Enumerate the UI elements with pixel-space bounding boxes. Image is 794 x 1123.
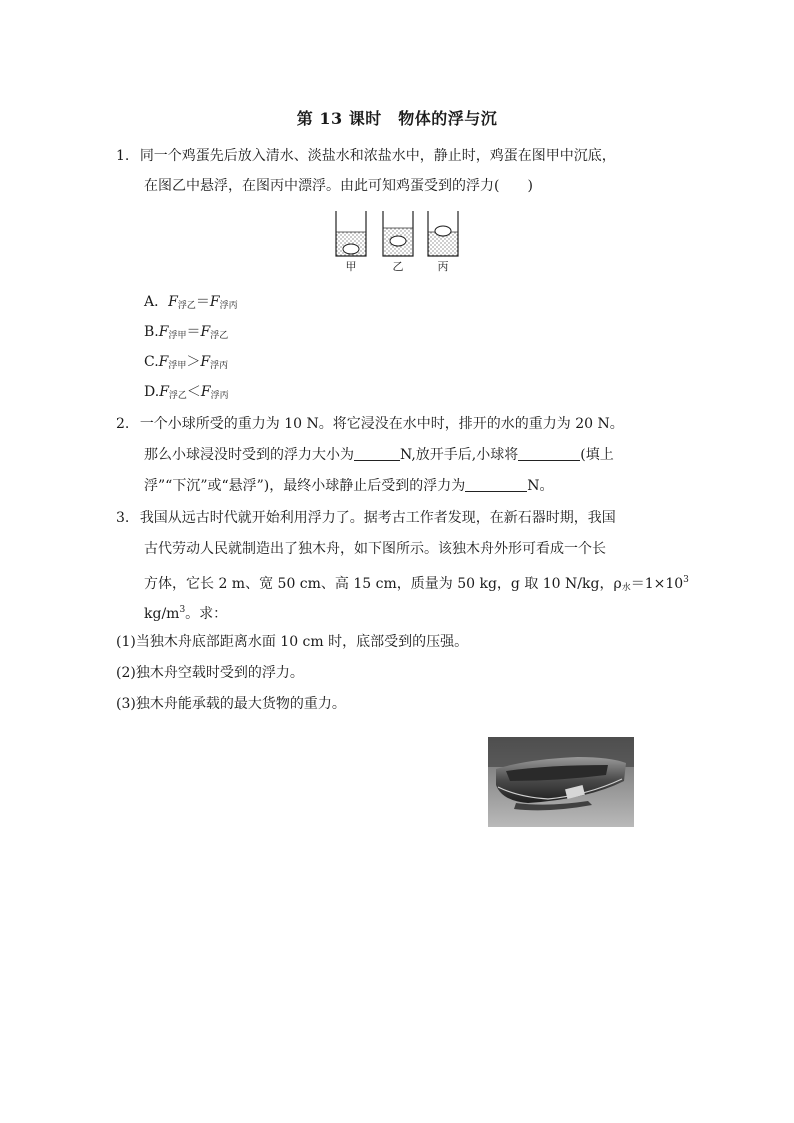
q3-line3 — [144, 570, 689, 598]
option-d-prefix: D. — [144, 384, 160, 400]
option-c-f: F — [158, 354, 169, 370]
q3-line2: 古代劳动人民就制造出了独木舟，如下图所示。该独木舟外形可看成一个长 — [144, 541, 606, 557]
option-c[interactable] — [144, 352, 228, 376]
q3-line3a: 方体，它长 2 m、宽 50 cm、高 15 cm，质量为 50 kg，g 取 10 N/kg，ρ — [144, 576, 622, 592]
q3-unit-exp: 3 — [179, 605, 186, 615]
q1-text-line1 — [116, 146, 616, 166]
q2-blank-motion[interactable] — [518, 446, 580, 461]
option-a-prefix: A． — [144, 294, 169, 310]
option-d-left-sub: 浮乙 — [168, 391, 187, 401]
egg-sunk — [343, 244, 359, 254]
q3-text-line1 — [116, 508, 616, 528]
beaker-jia — [336, 211, 366, 256]
q1-line2: 在图乙中悬浮，在图丙中漂浮。由此可知鸡蛋受到的浮力( ) — [144, 178, 533, 194]
q2-blank-final[interactable] — [465, 477, 527, 492]
option-c-f2: F — [200, 354, 211, 370]
option-a[interactable] — [144, 292, 238, 316]
option-a-f: F — [168, 294, 178, 310]
q1-number: 1. — [116, 148, 130, 164]
q3-sub2: (2)独木舟空载时受到的浮力。 — [116, 665, 304, 681]
option-c-op: ＞ — [186, 354, 201, 370]
q2-line3a: 浮”“下沉”或“悬浮”)，最终小球静止后受到的浮力为 — [144, 478, 466, 494]
q3-sub1: (1)当独木舟底部距离水面 10 cm 时，底部受到的压强。 — [116, 634, 469, 650]
fig-label-jia: 甲 — [345, 260, 357, 273]
q2-line2b: N,放开手后,小球将 — [400, 447, 519, 463]
q2-line2 — [144, 445, 614, 465]
q3-line1: 我国从远古时代就开始利用浮力了。据考古工作者发现，在新石器时期，我国 — [139, 510, 616, 526]
q2-text-line1 — [116, 414, 624, 434]
canoe-photo — [488, 737, 634, 827]
q2-line1: 一个小球所受的重力为 10 N。将它浸没在水中时，排开的水的重力为 20 N。 — [139, 416, 624, 432]
option-c-right-sub: 浮丙 — [210, 361, 229, 371]
egg-suspended — [390, 236, 406, 246]
option-b-f: F — [158, 324, 169, 340]
option-b-op: ＝ — [186, 324, 201, 340]
page-title: 第 13 课时 物体的浮与沉 — [296, 109, 498, 128]
beaker-bing — [428, 211, 458, 256]
beaker-yi — [383, 211, 413, 256]
option-a-left-sub: 浮乙 — [177, 301, 196, 311]
q1-line1: 同一个鸡蛋先后放入清水、淡盐水和浓盐水中，静止时，鸡蛋在图甲中沉底， — [139, 148, 616, 164]
q3-rho-sub: 水 — [621, 583, 631, 593]
option-a-op: ＝ — [195, 294, 210, 310]
option-d[interactable] — [144, 382, 229, 406]
q2-number: 2. — [116, 416, 130, 432]
q2-line3 — [144, 476, 554, 496]
q3-line4a: kg/m — [144, 606, 180, 622]
q2-line3b: N。 — [527, 478, 554, 494]
option-b-f2: F — [200, 324, 211, 340]
option-c-left-sub: 浮甲 — [168, 361, 187, 371]
option-b-left-sub: 浮甲 — [168, 331, 187, 341]
q3-line3b: ＝1×10 — [630, 576, 684, 592]
q2-line2a: 那么小球浸没时受到的浮力大小为 — [144, 447, 354, 463]
option-b[interactable] — [144, 322, 228, 346]
q3-line4 — [144, 600, 227, 624]
option-a-f2: F — [209, 294, 220, 310]
option-b-right-sub: 浮乙 — [210, 331, 229, 341]
q2-blank-buoyancy[interactable] — [354, 446, 400, 461]
q3-number: 3. — [116, 510, 130, 526]
option-d-f: F — [159, 384, 169, 400]
q2-line2c: (填上 — [580, 447, 614, 463]
option-b-prefix: B. — [144, 324, 159, 340]
option-d-op: ＜ — [186, 384, 201, 400]
egg-floating — [435, 226, 451, 236]
option-c-prefix: C. — [144, 354, 159, 370]
fig-label-yi: 乙 — [392, 260, 404, 273]
beakers-figure — [330, 208, 470, 258]
option-d-right-sub: 浮丙 — [210, 391, 229, 401]
fig-label-bing: 丙 — [437, 260, 449, 273]
option-a-right-sub: 浮丙 — [219, 301, 238, 311]
q3-exp: 3 — [683, 575, 689, 585]
q3-line4b: 。求： — [185, 606, 228, 622]
q3-sub3: (3)独木舟能承载的最大货物的重力。 — [116, 696, 346, 712]
option-d-f2: F — [200, 384, 211, 400]
